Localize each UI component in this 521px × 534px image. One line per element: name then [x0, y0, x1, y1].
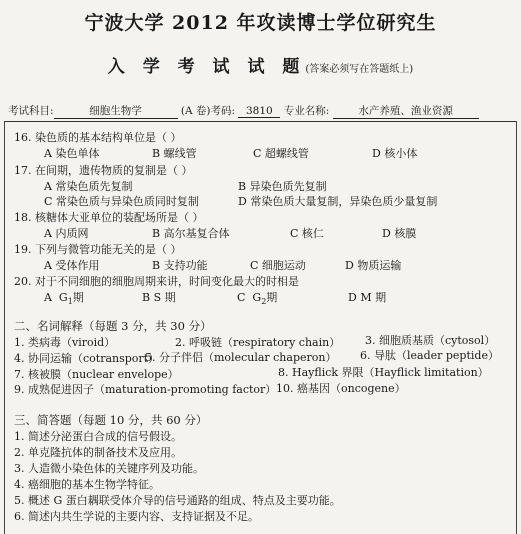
q17-option-c: C 常染色质与异染色质同时复制: [44, 195, 199, 208]
section-3-heading: 三、简答题（每题 10 分，共 60 分）: [14, 413, 208, 427]
top-border: [4, 121, 517, 122]
exam-info-line: [8, 103, 513, 119]
term-1: 1. 类病毒（viroid）: [14, 336, 116, 349]
q16-option-d: D 核小体: [372, 147, 418, 160]
q17-option-d: D 常染色质大量复制，异染色质少量复制: [238, 195, 438, 208]
term-8: 8. Hayflick 界限（Hayflick limitation）: [278, 366, 489, 379]
q16-option-b: B 螺线管: [152, 147, 197, 160]
essay-4: 4. 癌细胞的基本生物学特征。: [14, 478, 160, 491]
term-7: 7. 核被膜（nuclear envelope）: [14, 368, 179, 381]
q17-option-a: A 常染色质先复制: [44, 180, 133, 193]
subject-label: 考试科目:: [8, 105, 54, 117]
page-title: 宁波大学 2012 年攻读博士学位研究生: [84, 12, 437, 34]
q20-option-c: C $G_2$期: [237, 291, 278, 307]
right-border: [516, 121, 517, 534]
term-2: 2. 呼吸链（respiratory chain）: [175, 336, 341, 349]
q16-option-c: C 超螺线管: [253, 147, 309, 160]
major-label: 专业名称:: [280, 105, 333, 117]
major-value: 水产养殖、渔业资源: [333, 103, 479, 119]
q19-option-c: C 细胞运动: [250, 259, 306, 272]
question-20: 20. 对于不同细胞的细胞周期来讲，时间变化最大的时相是: [14, 275, 299, 288]
essay-5: 5. 概述 G 蛋白耦联受体介导的信号通路的组成、特点及主要功能。: [14, 494, 341, 507]
subject-value: 细胞生物学: [54, 103, 178, 119]
q18-option-b: B 高尔基复合体: [152, 227, 230, 240]
term-10: 10. 癌基因（oncogene）: [276, 382, 406, 395]
q20-option-b: B S 期: [142, 291, 176, 304]
subtitle-note: (答案必须写在答题纸上): [305, 64, 414, 75]
q19-option-d: D 物质运输: [345, 259, 402, 272]
question-18: 18. 核糖体大亚单位的装配场所是（ ）: [14, 211, 204, 224]
q19-option-b: B 支持功能: [152, 259, 208, 272]
essay-3: 3. 人造微小染色体的关键序列及功能。: [14, 462, 204, 475]
paper-label: (A 卷)考码:: [177, 105, 239, 117]
question-16: 16. 染色质的基本结构单位是（ ）: [14, 131, 182, 144]
term-6: 6. 导肽（leader peptide）: [360, 349, 499, 362]
q20-option-d: D M 期: [348, 291, 387, 304]
term-5: 5. 分子伴侣（molecular chaperon）: [145, 351, 337, 364]
question-17: 17. 在间期，遗传物质的复制是（ ）: [14, 164, 193, 177]
q18-option-a: A 内质网: [44, 227, 89, 240]
q19-option-a: A 受体作用: [44, 259, 100, 272]
term-4: 4. 协同运输（cotransport）: [14, 352, 160, 365]
term-3: 3. 细胞质基质（cytosol）: [365, 334, 496, 347]
q16-option-a: A 染色单体: [44, 147, 100, 160]
essay-1: 1. 简述分泌蛋白合成的信号假设。: [14, 430, 182, 443]
q18-option-d: D 核膜: [382, 227, 417, 240]
essay-6: 6. 简述内共生学说的主要内容、支持证据及不足。: [14, 510, 259, 523]
q18-option-c: C 核仁: [290, 227, 324, 240]
term-9: 9. 成熟促进因子（maturation-promoting factor）: [14, 383, 277, 396]
question-19: 19. 下列与微管功能无关的是（ ）: [14, 243, 182, 256]
section-2-heading: 二、名词解释（每题 3 分，共 30 分）: [14, 319, 212, 333]
page-subtitle: [0, 52, 521, 77]
code-value: 3810: [238, 105, 280, 118]
subtitle-main: 入 学 考 试 试 题: [107, 57, 306, 77]
left-border: [4, 121, 5, 534]
essay-2: 2. 单克隆抗体的制备技术及应用。: [14, 446, 182, 459]
q20-option-a: A $G_1$期: [44, 291, 84, 307]
q17-option-b: B 异染色质先复制: [238, 180, 327, 193]
